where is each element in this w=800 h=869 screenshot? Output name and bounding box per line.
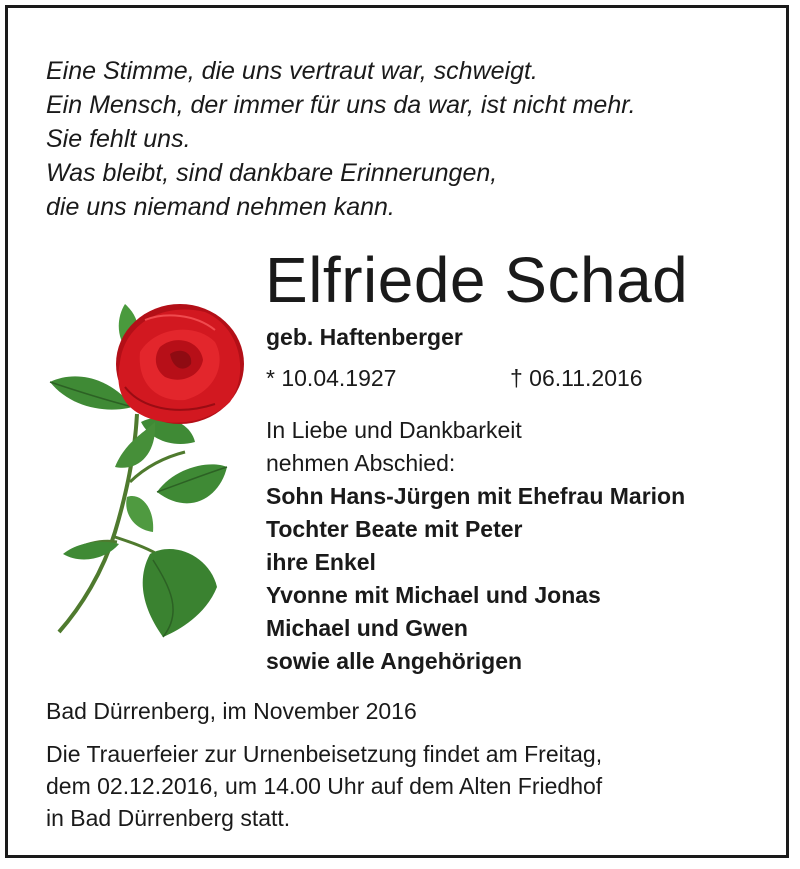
death-date: † 06.11.2016 <box>510 365 643 391</box>
place-and-date: Bad Dürrenberg, im November 2016 <box>46 698 417 724</box>
poem-line: Eine Stimme, die uns vertraut war, schweigt. <box>46 57 538 85</box>
poem-line: Sie fehlt uns. <box>46 125 191 153</box>
poem-line: die uns niemand nehmen kann. <box>46 193 395 221</box>
maiden-name: geb. Haftenberger <box>266 324 463 350</box>
farewell-intro: In Liebe und Dankbarkeit <box>266 417 522 443</box>
poem-line: Ein Mensch, der immer für uns da war, ist nicht mehr. <box>46 91 636 119</box>
memorial-poem <box>46 54 636 224</box>
deceased-name: Elfriede Schad <box>265 244 689 316</box>
red-rose-icon <box>45 292 250 642</box>
life-dates <box>266 362 686 394</box>
mourner-entry: Michael und Gwen <box>266 615 468 641</box>
mourner-entry: Sohn Hans-Jürgen mit Ehefrau Marion <box>266 483 686 509</box>
mourner-entry: sowie alle Angehörigen <box>266 648 523 674</box>
funeral-info <box>46 738 602 834</box>
poem-line: Was bleibt, sind dankbare Erinnerungen, <box>46 159 498 187</box>
farewell-intro: nehmen Abschied: <box>266 450 456 476</box>
mourner-entry: Yvonne mit Michael und Jonas <box>266 582 601 608</box>
funeral-line: in Bad Dürrenberg statt. <box>46 805 291 831</box>
mourners-list <box>266 414 685 678</box>
birth-date: * 10.04.1927 <box>266 365 397 391</box>
mourner-entry: Tochter Beate mit Peter <box>266 516 523 542</box>
funeral-line: Die Trauerfeier zur Urnenbeisetzung findet am Freitag, <box>46 741 603 767</box>
funeral-line: dem 02.12.2016, um 14.00 Uhr auf dem Alten Friedhof <box>46 773 603 799</box>
mourner-entry: ihre Enkel <box>266 549 376 575</box>
